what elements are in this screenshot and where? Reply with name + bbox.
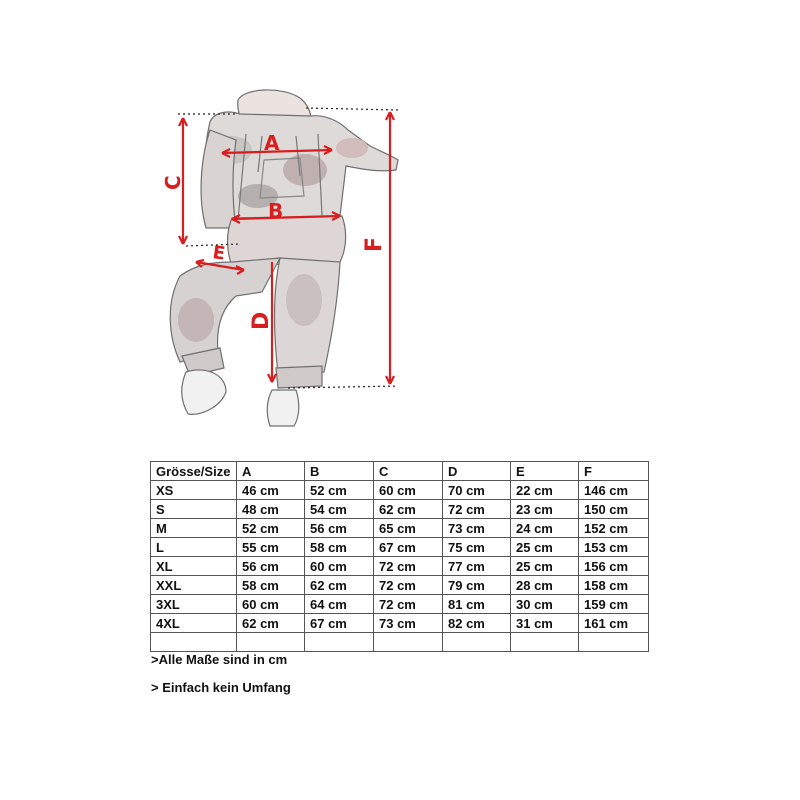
measurement-cell: 48 cm <box>237 500 305 519</box>
measurement-cell: 67 cm <box>305 614 374 633</box>
measurement-cell: 24 cm <box>511 519 579 538</box>
measurement-cell: 46 cm <box>237 481 305 500</box>
measurement-cell: 79 cm <box>443 576 511 595</box>
measurement-cell: 161 cm <box>579 614 649 633</box>
measurement-cell: 67 cm <box>374 538 443 557</box>
column-header: A <box>237 462 305 481</box>
measurement-cell: 158 cm <box>579 576 649 595</box>
table-row <box>151 538 649 557</box>
measurement-cell: 82 cm <box>443 614 511 633</box>
units-note: >Alle Maße sind in cm <box>151 652 288 667</box>
table-row <box>151 633 649 652</box>
size-cell: L <box>151 538 237 557</box>
column-header: E <box>511 462 579 481</box>
measurement-cell: 22 cm <box>511 481 579 500</box>
measurement-cell: 81 cm <box>443 595 511 614</box>
label-e: E <box>211 242 227 265</box>
label-a: A <box>264 131 280 155</box>
measurement-cell: 72 cm <box>443 500 511 519</box>
measurement-cell: 25 cm <box>511 557 579 576</box>
size-cell: XXL <box>151 576 237 595</box>
measurement-cell: 58 cm <box>305 538 374 557</box>
measurement-cell: 30 cm <box>511 595 579 614</box>
measurement-cell: 23 cm <box>511 500 579 519</box>
measurement-cell: 31 cm <box>511 614 579 633</box>
measurement-cell: 58 cm <box>237 576 305 595</box>
size-cell: 4XL <box>151 614 237 633</box>
measurement-cell: 55 cm <box>237 538 305 557</box>
measurement-cell: 75 cm <box>443 538 511 557</box>
measurement-cell <box>374 633 443 652</box>
measurement-cell: 72 cm <box>374 557 443 576</box>
size-cell: XS <box>151 481 237 500</box>
measurement-cell: 62 cm <box>237 614 305 633</box>
jumpsuit-illustration <box>170 90 398 426</box>
circumference-note: > Einfach kein Umfang <box>151 680 291 695</box>
measurement-cell: 146 cm <box>579 481 649 500</box>
measurement-cell: 64 cm <box>305 595 374 614</box>
measurement-cell <box>443 633 511 652</box>
size-cell: 3XL <box>151 595 237 614</box>
table-row <box>151 557 649 576</box>
measurement-cell: 153 cm <box>579 538 649 557</box>
measurement-cell: 62 cm <box>305 576 374 595</box>
table-row <box>151 576 649 595</box>
column-header: B <box>305 462 374 481</box>
measurement-cell: 60 cm <box>237 595 305 614</box>
measurement-cell: 73 cm <box>443 519 511 538</box>
size-cell <box>151 633 237 652</box>
label-b: B <box>268 199 284 223</box>
measurement-cell: 72 cm <box>374 595 443 614</box>
measurement-cell <box>511 633 579 652</box>
measurement-cell: 56 cm <box>237 557 305 576</box>
column-header: F <box>579 462 649 481</box>
column-header: D <box>443 462 511 481</box>
measurement-cell: 28 cm <box>511 576 579 595</box>
measurement-cell: 159 cm <box>579 595 649 614</box>
label-c: C <box>161 175 185 190</box>
measurement-cell: 73 cm <box>374 614 443 633</box>
column-header: C <box>374 462 443 481</box>
measurement-cell <box>305 633 374 652</box>
measurement-cell: 65 cm <box>374 519 443 538</box>
measurement-cell: 54 cm <box>305 500 374 519</box>
measurement-cell <box>237 633 305 652</box>
label-f: F <box>362 236 387 252</box>
measurement-cell: 56 cm <box>305 519 374 538</box>
measurement-cell: 60 cm <box>374 481 443 500</box>
measurement-cell: 60 cm <box>305 557 374 576</box>
table-header-row <box>151 462 649 481</box>
size-cell: S <box>151 500 237 519</box>
label-d: D <box>249 311 274 330</box>
column-header: Grösse/Size <box>151 462 237 481</box>
measurement-cell: 70 cm <box>443 481 511 500</box>
table-row <box>151 481 649 500</box>
measurement-cell: 152 cm <box>579 519 649 538</box>
measurement-cell: 52 cm <box>305 481 374 500</box>
measurement-cell: 72 cm <box>374 576 443 595</box>
table-row <box>151 595 649 614</box>
measurement-cell: 150 cm <box>579 500 649 519</box>
measurement-cell: 77 cm <box>443 557 511 576</box>
size-table <box>150 461 649 652</box>
size-cell: XL <box>151 557 237 576</box>
table-row <box>151 500 649 519</box>
measurement-cell: 25 cm <box>511 538 579 557</box>
table-row <box>151 614 649 633</box>
measurement-cell: 156 cm <box>579 557 649 576</box>
measurement-cell <box>579 633 649 652</box>
measurement-cell: 52 cm <box>237 519 305 538</box>
size-cell: M <box>151 519 237 538</box>
table-row <box>151 519 649 538</box>
measurement-cell: 62 cm <box>374 500 443 519</box>
